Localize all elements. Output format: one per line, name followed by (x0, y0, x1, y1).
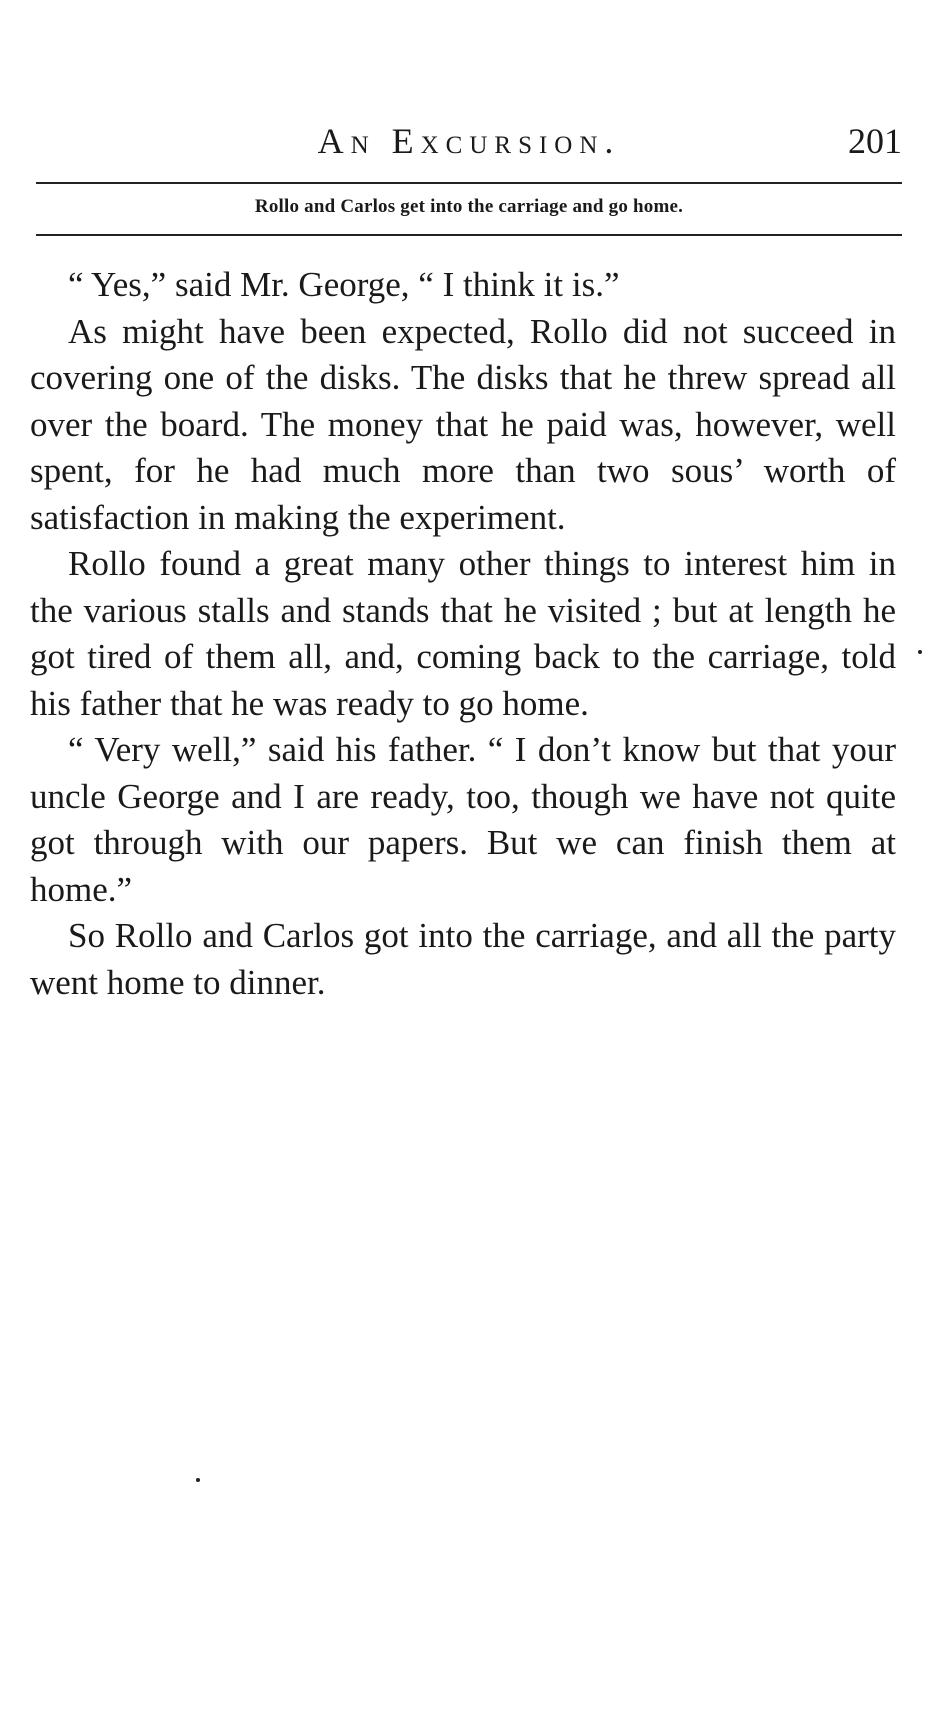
print-speck (918, 650, 922, 654)
paragraph-1: “ Yes,” said Mr. George, “ I think it is.” (68, 265, 620, 304)
running-head (36, 120, 902, 164)
section-subheading: Rollo and Carlos get into the carriage and go home. (254, 196, 684, 217)
paragraph-3: Rollo found a great many other things to interest him in the various stalls and stands that he visited ; but at length he got tired of them all, and, coming back to the carriage, told his father that he was ready to go home. (30, 544, 896, 723)
paragraph-4: “ Very well,” said his father. “ I don’t know but that your uncle George and I are ready, too, though we have not quite got through with our papers. But we can finish them at home.” (30, 730, 896, 909)
header-rule-bottom (36, 234, 902, 236)
body-text (30, 262, 896, 1006)
paragraph-2: As might have been expected, Rollo did not succeed in covering one of the disks. The disks that he threw spread all over the board. The money that he paid was, however, well spent, for he had much more than two sous’ worth of satisfaction in making the experiment. (30, 311, 896, 537)
running-title: An Excursion. (317, 121, 621, 161)
header-rule-top (36, 182, 902, 184)
paragraph-5: So Rollo and Carlos got into the carriage, and all the party went home to dinner. (30, 916, 896, 1002)
print-speck (196, 1478, 200, 1482)
page-number: 201 (848, 121, 902, 161)
